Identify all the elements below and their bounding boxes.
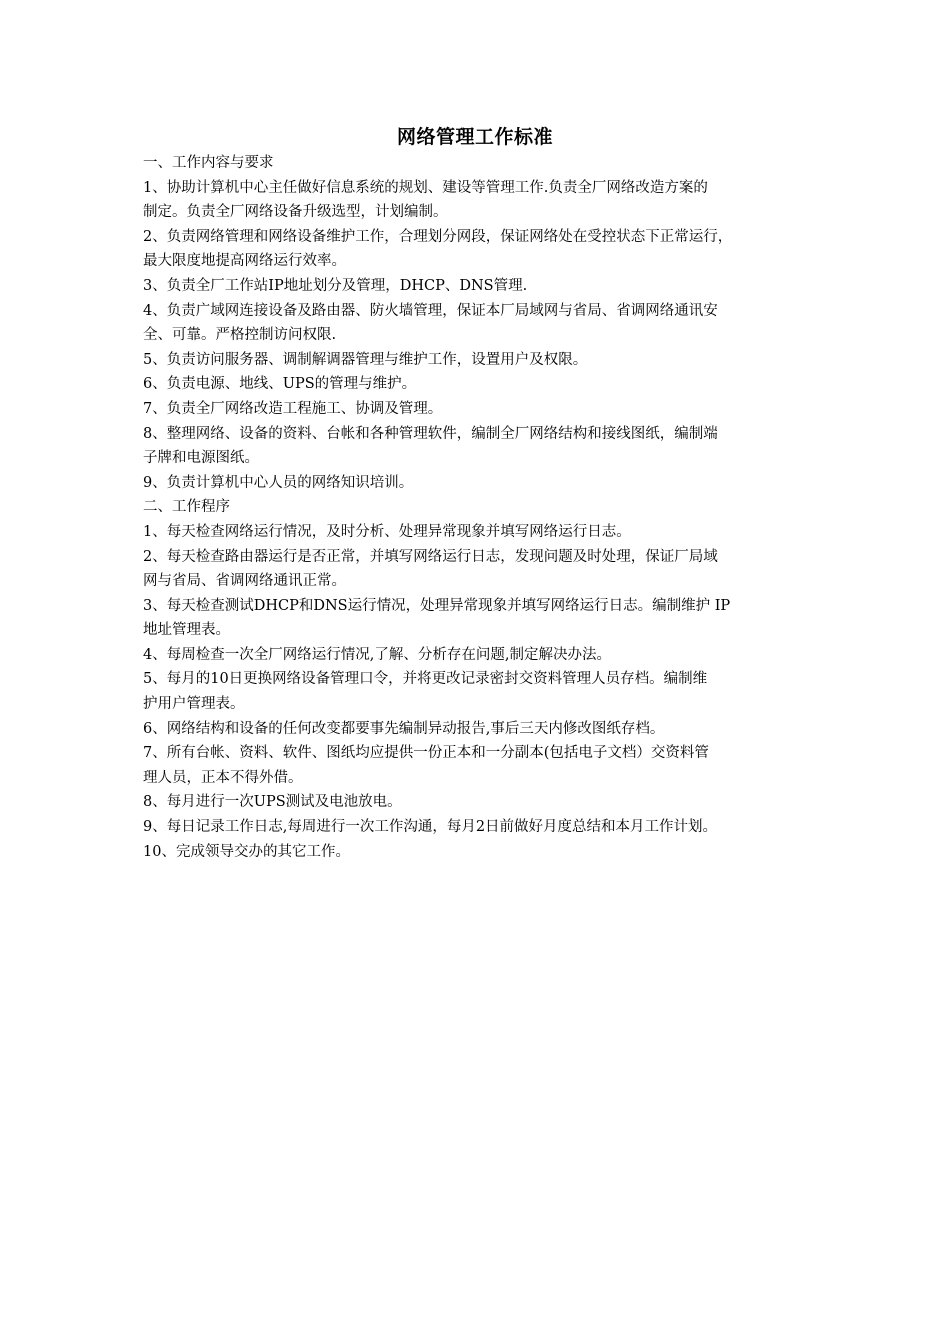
section-2-item-5-line-1: 5、每月的10日更换网络设备管理口令，并将更改记录密封交资料管理人员存档。编制维 — [143, 671, 708, 688]
section-2-item-5-line-2: 护用户管理表。 — [143, 696, 245, 713]
section-heading-work-content: 一、工作内容与要求 — [143, 155, 274, 171]
section-2-item-2-line-2: 网与省局、省调网络通讯正常。 — [143, 573, 346, 590]
section-1-item-4-line-1: 4、负责广域网连接设备及路由器、防火墙管理，保证本厂局域网与省局、省调网络通讯安 — [143, 302, 718, 319]
document-title: 网络管理工作标准 — [396, 126, 553, 148]
section-1-item-2-line-1: 2、负责网络管理和网络设备维护工作，合理划分网段，保证网络处在受控状态下正常运行， — [143, 228, 733, 245]
section-1-item-4-line-2: 全、可靠。严格控制访问权限. — [143, 327, 337, 344]
section-1-item-9-line-1: 9、负责计算机中心人员的网络知识培训。 — [143, 474, 414, 491]
document-body — [143, 151, 815, 864]
section-2-item-6-line-1: 6、网络结构和设备的任何改变都要事先编制异动报告,事后三天内修改图纸存档。 — [143, 720, 665, 737]
section-2-item-9-line-1: 9、每日记录工作日志,每周进行一次工作沟通，每月2日前做好月度总结和本月工作计划。 — [143, 819, 718, 836]
section-2-item-8-line-1: 8、每月进行一次UPS测试及电池放电。 — [143, 794, 402, 811]
section-2-item-10-line-1: 10、完成领导交办的其它工作。 — [143, 843, 350, 860]
section-heading-work-procedure: 二、工作程序 — [143, 499, 230, 516]
section-1-item-8-line-1: 8、整理网络、设备的资料、台帐和各种管理软件，编制全厂网络结构和接线图纸，编制端 — [143, 425, 718, 442]
section-2-item-7-line-2: 理人员，正本不得外借。 — [143, 769, 303, 786]
section-2-item-3-line-2: 地址管理表。 — [143, 622, 230, 639]
section-1-item-5-line-1: 5、负责访问服务器、调制解调器管理与维护工作，设置用户及权限。 — [143, 351, 588, 368]
section-1-item-3-line-1: 3、负责全厂工作站IP地址划分及管理，DHCP、DNS管理. — [143, 277, 528, 294]
section-1-item-1-line-1: 1、协助计算机中心主任做好信息系统的规划、建设等管理工作.负责全厂网络改造方案的 — [143, 179, 708, 196]
section-2-item-7-line-1: 7、所有台帐、资料、软件、图纸均应提供一份正本和一分副本(包括电子文档）交资料管 — [143, 745, 709, 762]
section-2-item-4-line-1: 4、每周检查一次全厂网络运行情况,了解、分析存在问题,制定解决办法。 — [143, 646, 611, 663]
section-1-item-7-line-1: 7、负责全厂网络改造工程施工、协调及管理。 — [143, 400, 443, 417]
section-1-item-6-line-1: 6、负责电源、地线、UPS的管理与维护。 — [143, 376, 417, 393]
section-2-item-1-line-1: 1、每天检查网络运行情况，及时分析、处理异常现象并填写网络运行日志。 — [143, 523, 631, 540]
section-1-item-2-line-2: 最大限度地提高网络运行效率。 — [143, 253, 346, 270]
section-1-item-8-line-2: 子牌和电源图纸。 — [143, 450, 259, 467]
section-2-item-3-line-1: 3、每天检查测试DHCP和DNS运行情况，处理异常现象并填写网络运行日志。编制维护 IP — [143, 597, 731, 614]
section-2-item-2-line-1: 2、每天检查路由器运行是否正常，并填写网络运行日志，发现问题及时处理，保证厂局域 — [143, 548, 718, 565]
section-1-item-1-line-2: 制定。负责全厂网络设备升级选型，计划编制。 — [143, 204, 448, 221]
